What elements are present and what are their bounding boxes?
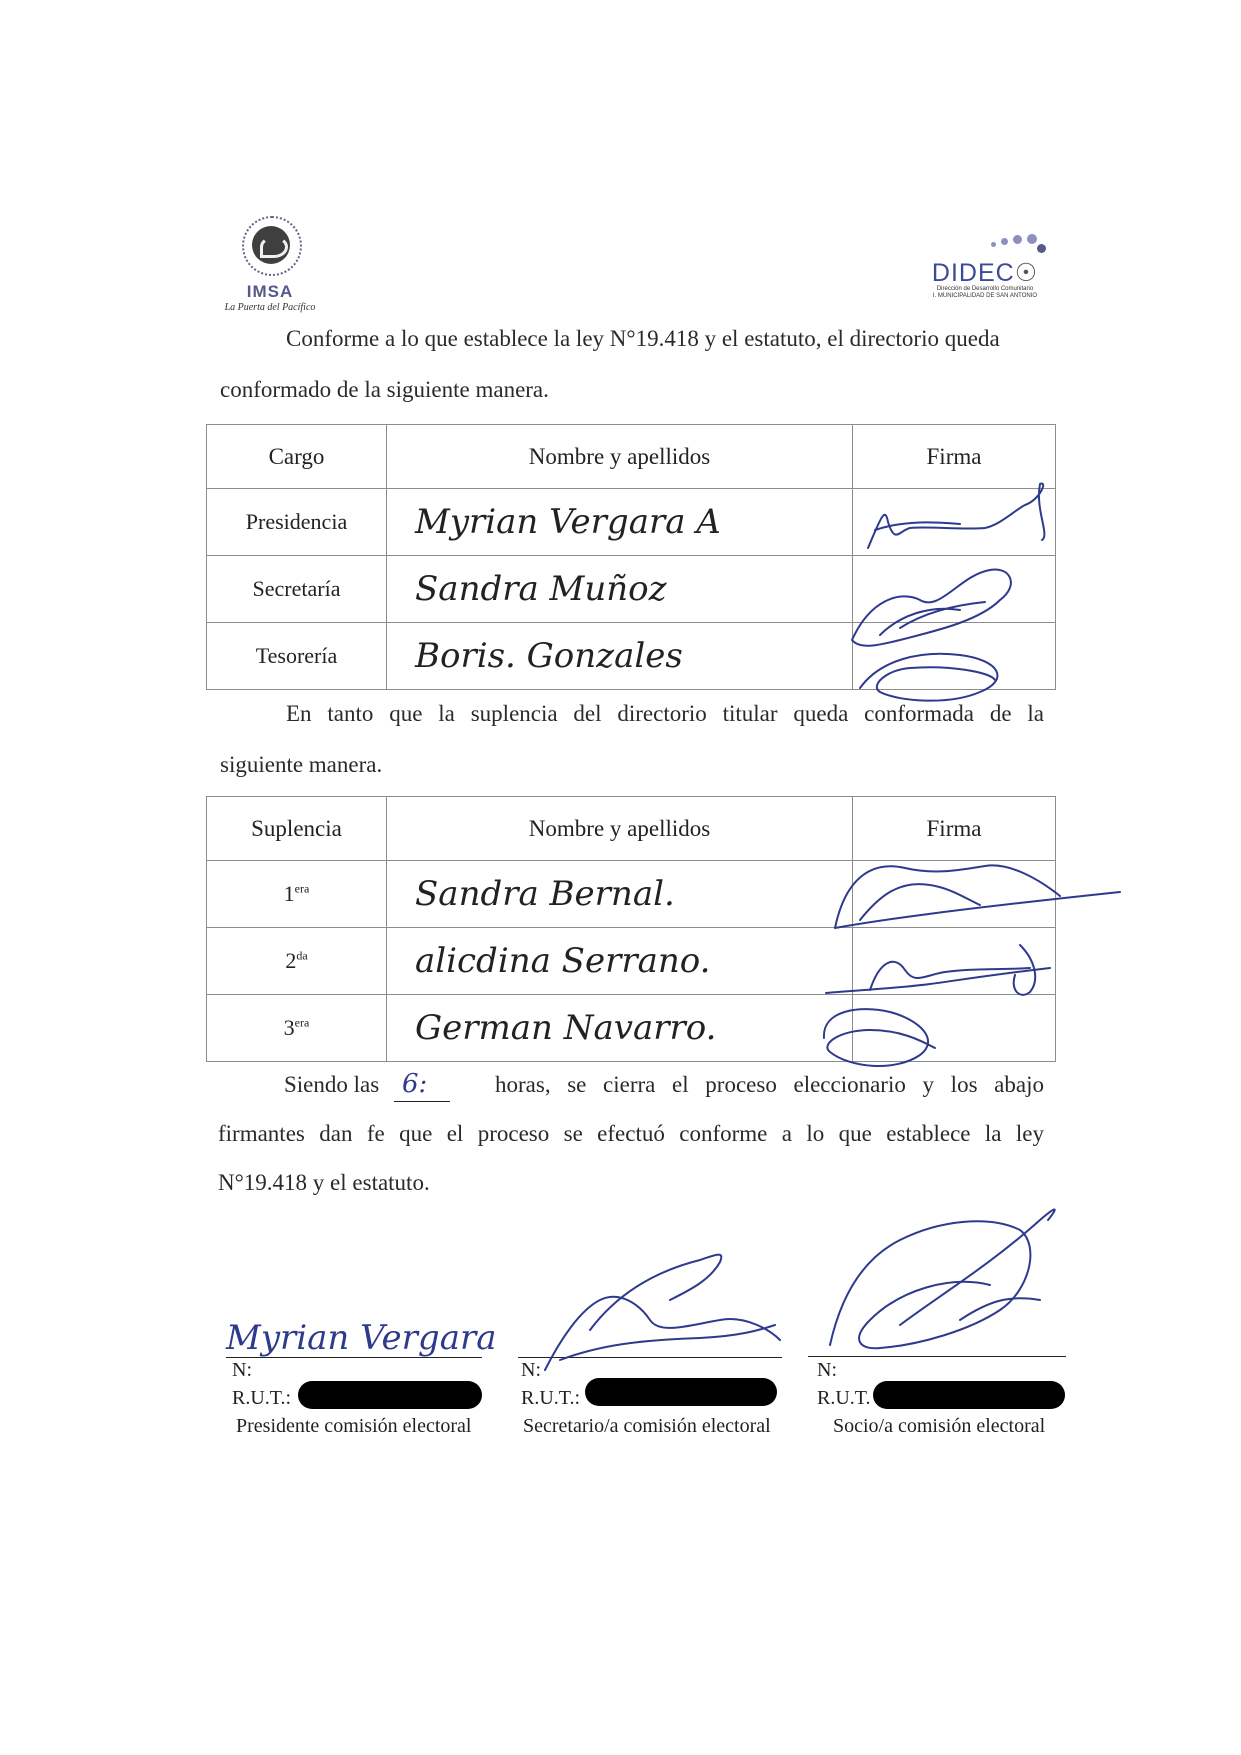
ordinal-number: 2 bbox=[285, 948, 297, 973]
imsa-name: IMSA bbox=[246, 282, 294, 301]
middle-line-1: En tanto que la suplencia del directorio titular queda conformada de la bbox=[286, 701, 1044, 726]
header-nombre: Nombre y apellidos bbox=[387, 425, 853, 489]
table-row bbox=[207, 623, 1056, 690]
signature-cell bbox=[853, 489, 1056, 556]
ordinal-suffix: da bbox=[296, 948, 308, 963]
name-label: N: bbox=[521, 1359, 541, 1381]
hour-handwriting: 6: bbox=[402, 1069, 428, 1099]
header-cargo: Cargo bbox=[207, 425, 387, 489]
table-header-row bbox=[207, 425, 1056, 489]
dideco-subtitle-1: Dirección de Desarrollo Comunitario bbox=[936, 286, 1034, 292]
closing-line-1: horas, se cierra el proceso eleccionario y los abajo bbox=[495, 1072, 1044, 1097]
header-firma: Firma bbox=[853, 425, 1056, 489]
name-handwriting: Sandra Muñoz bbox=[387, 556, 853, 623]
name-label: N: bbox=[232, 1359, 252, 1381]
role-label: Secretario/a comisión electoral bbox=[523, 1415, 771, 1437]
imsa-logo bbox=[215, 208, 325, 316]
table-row bbox=[207, 861, 1056, 928]
table-header-row bbox=[207, 797, 1056, 861]
table-row bbox=[207, 489, 1056, 556]
redaction-bar bbox=[873, 1381, 1065, 1409]
signature-line bbox=[226, 1357, 482, 1358]
header-firma: Firma bbox=[853, 797, 1056, 861]
hour-blank bbox=[394, 1069, 450, 1102]
ordinal-number: 3 bbox=[283, 1015, 295, 1040]
signature-cell bbox=[853, 556, 1056, 623]
header-suplencia: Suplencia bbox=[207, 797, 387, 861]
role-label: Socio/a comisión electoral bbox=[833, 1415, 1046, 1437]
role-label: Presidente comisión electoral bbox=[236, 1415, 472, 1437]
logo-core-icon bbox=[252, 226, 290, 264]
redaction-bar bbox=[298, 1381, 482, 1409]
ordinal-cell bbox=[207, 995, 387, 1062]
rut-label: R.U.T.: bbox=[521, 1387, 581, 1409]
redaction-bar bbox=[585, 1378, 777, 1406]
imsa-tagline: La Puerta del Pacífico bbox=[224, 302, 316, 313]
closing-line-2: firmantes dan fe que el proceso se efectuó conforme a lo que establece la ley bbox=[218, 1121, 1044, 1146]
table-row bbox=[207, 928, 1056, 995]
dots-icon bbox=[985, 232, 1045, 250]
signature-handwriting: Myrian Vergara bbox=[226, 1318, 497, 1358]
signature-scribble bbox=[545, 1297, 780, 1370]
cargo-cell: Tesorería bbox=[207, 623, 387, 690]
signature-scribble bbox=[590, 1255, 721, 1330]
ordinal-suffix: era bbox=[294, 881, 310, 896]
intro-line-2: conformado de la siguiente manera. bbox=[220, 377, 549, 402]
signature-cell bbox=[853, 995, 1056, 1062]
name-label: N: bbox=[817, 1359, 837, 1381]
ordinal-number: 1 bbox=[283, 881, 295, 906]
dideco-logo bbox=[925, 232, 1045, 300]
intro-line-1: Conforme a lo que establece la ley N°19.418 y el estatuto, el directorio queda bbox=[286, 326, 1000, 351]
closing-siendo: Siendo las bbox=[284, 1072, 380, 1097]
table-row bbox=[207, 995, 1056, 1062]
name-handwriting: alicdina Serrano. bbox=[387, 928, 853, 995]
cargo-cell: Presidencia bbox=[207, 489, 387, 556]
signature-line bbox=[808, 1356, 1066, 1357]
substitute-table bbox=[206, 796, 1056, 1062]
closing-line-3: N°19.418 y el estatuto. bbox=[218, 1170, 430, 1195]
signature-line bbox=[518, 1357, 782, 1358]
ordinal-cell bbox=[207, 861, 387, 928]
middle-line-2: siguiente manera. bbox=[220, 752, 383, 777]
name-handwriting: Sandra Bernal. bbox=[387, 861, 853, 928]
ordinal-cell bbox=[207, 928, 387, 995]
dideco-subtitle-2: I. MUNICIPALIDAD DE SAN ANTONIO bbox=[932, 293, 1038, 299]
board-table bbox=[206, 424, 1056, 690]
cargo-cell: Secretaría bbox=[207, 556, 387, 623]
rut-label: R.U.T. bbox=[817, 1387, 871, 1409]
rut-label: R.U.T.: bbox=[232, 1387, 292, 1409]
name-handwriting: Boris. Gonzales bbox=[387, 623, 853, 690]
name-handwriting: Myrian Vergara A bbox=[387, 489, 853, 556]
signature-scribble bbox=[900, 1209, 1055, 1325]
dideco-name: DIDEC☉ bbox=[931, 259, 1039, 287]
signature-cell bbox=[853, 928, 1056, 995]
signature-scribble bbox=[830, 1221, 1030, 1348]
signature-cell bbox=[853, 861, 1056, 928]
header-nombre: Nombre y apellidos bbox=[387, 797, 853, 861]
table-row bbox=[207, 556, 1056, 623]
signature-cell bbox=[853, 623, 1056, 690]
ordinal-suffix: era bbox=[294, 1015, 310, 1030]
name-handwriting: German Navarro. bbox=[387, 995, 853, 1062]
